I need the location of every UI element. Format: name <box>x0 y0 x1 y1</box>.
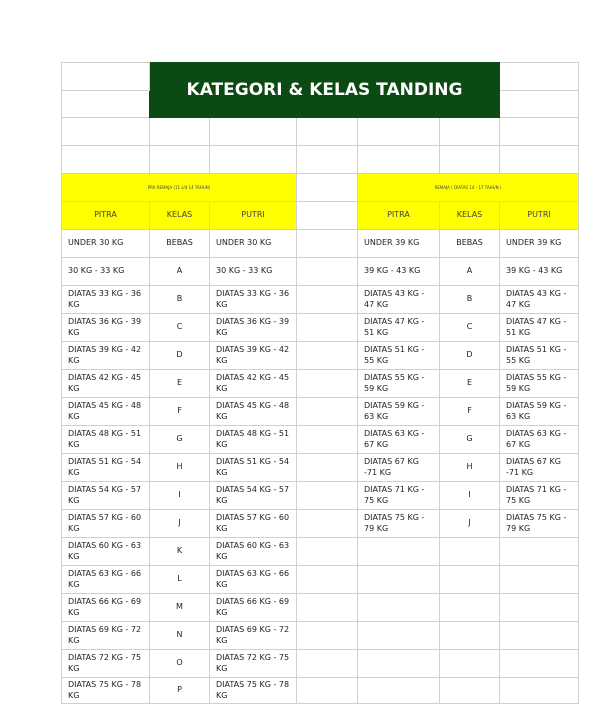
left-weight-cell[interactable]: DIATAS 45 KG - 48 KG <box>62 398 150 426</box>
right-kelas-cell[interactable]: G <box>440 426 500 454</box>
empty-cell[interactable] <box>297 146 358 174</box>
right-weight-cell[interactable]: DIATAS 67 KG -71 KG <box>358 454 440 482</box>
left-weight-cell[interactable]: DIATAS 48 KG - 51 KG <box>210 426 297 454</box>
empty-cell[interactable] <box>62 91 150 118</box>
right-weight-cell[interactable]: 39 KG - 43 KG <box>500 258 579 286</box>
empty-cell[interactable] <box>440 678 500 704</box>
empty-cell[interactable] <box>62 118 150 146</box>
empty-cell[interactable] <box>150 118 210 146</box>
left-kelas-cell[interactable]: P <box>150 678 210 704</box>
right-weight-cell[interactable]: DIATAS 67 KG -71 KG <box>500 454 579 482</box>
empty-cell[interactable] <box>297 398 358 426</box>
left-kelas-cell[interactable]: BEBAS <box>150 230 210 258</box>
left-weight-cell[interactable]: DIATAS 54 KG - 57 KG <box>210 482 297 510</box>
left-weight-cell[interactable]: DIATAS 33 KG - 36 KG <box>210 286 297 314</box>
left-weight-cell[interactable]: DIATAS 75 KG - 78 KG <box>62 678 150 704</box>
right-kelas-cell[interactable]: I <box>440 482 500 510</box>
left-kelas-cell[interactable]: A <box>150 258 210 286</box>
empty-cell[interactable] <box>500 622 579 650</box>
empty-cell[interactable] <box>440 118 500 146</box>
left-kelas-cell[interactable]: G <box>150 426 210 454</box>
empty-cell[interactable] <box>297 678 358 704</box>
left-weight-cell[interactable]: DIATAS 57 KG - 60 KG <box>210 510 297 538</box>
left-header-kelas[interactable]: KELAS <box>150 202 210 230</box>
right-kelas-cell[interactable]: D <box>440 342 500 370</box>
left-weight-cell[interactable]: UNDER 30 KG <box>62 230 150 258</box>
left-weight-cell[interactable]: DIATAS 39 KG - 42 KG <box>210 342 297 370</box>
left-weight-cell[interactable]: DIATAS 45 KG - 48 KG <box>210 398 297 426</box>
right-category-subtitle[interactable]: REMAJA ( DIATAS 14 - 17 TAHUN ) <box>358 174 579 202</box>
right-weight-cell[interactable]: DIATAS 47 KG - 51 KG <box>500 314 579 342</box>
right-kelas-cell[interactable]: F <box>440 398 500 426</box>
left-kelas-cell[interactable]: F <box>150 398 210 426</box>
empty-cell[interactable] <box>440 566 500 594</box>
left-weight-cell[interactable]: DIATAS 39 KG - 42 KG <box>62 342 150 370</box>
left-weight-cell[interactable]: DIATAS 33 KG - 36 KG <box>62 286 150 314</box>
left-kelas-cell[interactable]: E <box>150 370 210 398</box>
left-weight-cell[interactable]: DIATAS 63 KG - 66 KG <box>210 566 297 594</box>
left-kelas-cell[interactable]: C <box>150 314 210 342</box>
left-weight-cell[interactable]: DIATAS 54 KG - 57 KG <box>62 482 150 510</box>
left-weight-cell[interactable]: DIATAS 69 KG - 72 KG <box>62 622 150 650</box>
empty-cell[interactable] <box>358 622 440 650</box>
empty-cell[interactable] <box>297 454 358 482</box>
left-weight-cell[interactable]: DIATAS 66 KG - 69 KG <box>62 594 150 622</box>
left-weight-cell[interactable]: DIATAS 60 KG - 63 KG <box>62 538 150 566</box>
right-weight-cell[interactable]: DIATAS 51 KG - 55 KG <box>358 342 440 370</box>
left-weight-cell[interactable]: DIATAS 51 KG - 54 KG <box>210 454 297 482</box>
empty-cell[interactable] <box>500 91 579 118</box>
right-kelas-cell[interactable]: H <box>440 454 500 482</box>
right-weight-cell[interactable]: DIATAS 63 KG - 67 KG <box>358 426 440 454</box>
right-weight-cell[interactable]: DIATAS 63 KG - 67 KG <box>500 426 579 454</box>
left-header-pitra[interactable]: PITRA <box>62 202 150 230</box>
right-weight-cell[interactable]: DIATAS 71 KG - 75 KG <box>358 482 440 510</box>
empty-cell[interactable] <box>440 538 500 566</box>
empty-cell[interactable] <box>297 622 358 650</box>
empty-cell[interactable] <box>62 63 150 91</box>
left-weight-cell[interactable]: DIATAS 72 KG - 75 KG <box>210 650 297 678</box>
empty-cell[interactable] <box>440 594 500 622</box>
empty-cell[interactable] <box>297 426 358 454</box>
empty-cell[interactable] <box>297 342 358 370</box>
right-kelas-cell[interactable]: BEBAS <box>440 230 500 258</box>
empty-cell[interactable] <box>297 118 358 146</box>
empty-cell[interactable] <box>297 230 358 258</box>
right-kelas-cell[interactable]: B <box>440 286 500 314</box>
right-weight-cell[interactable]: DIATAS 55 KG - 59 KG <box>500 370 579 398</box>
left-category-subtitle[interactable]: PRA REMAJA (11 s/d 14 TAHUN) <box>62 174 297 202</box>
empty-cell[interactable] <box>297 538 358 566</box>
left-weight-cell[interactable]: UNDER 30 KG <box>210 230 297 258</box>
left-kelas-cell[interactable]: H <box>150 454 210 482</box>
empty-cell[interactable] <box>500 63 579 91</box>
empty-cell[interactable] <box>297 258 358 286</box>
empty-cell[interactable] <box>440 650 500 678</box>
left-weight-cell[interactable]: DIATAS 72 KG - 75 KG <box>62 650 150 678</box>
left-weight-cell[interactable]: DIATAS 48 KG - 51 KG <box>62 426 150 454</box>
right-weight-cell[interactable]: DIATAS 47 KG - 51 KG <box>358 314 440 342</box>
right-header-kelas[interactable]: KELAS <box>440 202 500 230</box>
right-weight-cell[interactable]: DIATAS 59 KG - 63 KG <box>358 398 440 426</box>
left-weight-cell[interactable]: DIATAS 42 KG - 45 KG <box>210 370 297 398</box>
right-kelas-cell[interactable]: A <box>440 258 500 286</box>
left-weight-cell[interactable]: DIATAS 75 KG - 78 KG <box>210 678 297 704</box>
empty-cell[interactable] <box>358 118 440 146</box>
empty-cell[interactable] <box>500 146 579 174</box>
empty-cell[interactable] <box>358 146 440 174</box>
right-header-putri[interactable]: PUTRI <box>500 202 579 230</box>
right-kelas-cell[interactable]: J <box>440 510 500 538</box>
left-weight-cell[interactable]: 30 KG - 33 KG <box>62 258 150 286</box>
empty-cell[interactable] <box>297 510 358 538</box>
left-weight-cell[interactable]: DIATAS 69 KG - 72 KG <box>210 622 297 650</box>
left-weight-cell[interactable]: 30 KG - 33 KG <box>210 258 297 286</box>
empty-cell[interactable] <box>500 678 579 704</box>
empty-cell[interactable] <box>210 146 297 174</box>
left-kelas-cell[interactable]: B <box>150 286 210 314</box>
empty-cell[interactable] <box>500 594 579 622</box>
left-kelas-cell[interactable]: K <box>150 538 210 566</box>
left-weight-cell[interactable]: DIATAS 66 KG - 69 KG <box>210 594 297 622</box>
left-kelas-cell[interactable]: N <box>150 622 210 650</box>
empty-cell[interactable] <box>210 118 297 146</box>
right-weight-cell[interactable]: DIATAS 75 KG - 79 KG <box>500 510 579 538</box>
left-kelas-cell[interactable]: L <box>150 566 210 594</box>
empty-cell[interactable] <box>297 286 358 314</box>
left-weight-cell[interactable]: DIATAS 36 KG - 39 KG <box>62 314 150 342</box>
right-weight-cell[interactable]: UNDER 39 KG <box>358 230 440 258</box>
empty-cell[interactable] <box>500 650 579 678</box>
right-weight-cell[interactable]: DIATAS 59 KG - 63 KG <box>500 398 579 426</box>
left-header-putri[interactable]: PUTRI <box>210 202 297 230</box>
left-kelas-cell[interactable]: O <box>150 650 210 678</box>
page-title[interactable]: KATEGORI & KELAS TANDING <box>150 63 500 118</box>
left-weight-cell[interactable]: DIATAS 63 KG - 66 KG <box>62 566 150 594</box>
empty-cell[interactable] <box>500 118 579 146</box>
empty-cell[interactable] <box>358 678 440 704</box>
empty-cell[interactable] <box>150 146 210 174</box>
empty-cell[interactable] <box>297 650 358 678</box>
empty-cell[interactable] <box>500 566 579 594</box>
empty-cell[interactable] <box>297 370 358 398</box>
left-weight-cell[interactable]: DIATAS 60 KG - 63 KG <box>210 538 297 566</box>
category-table <box>61 62 579 704</box>
empty-cell[interactable] <box>297 566 358 594</box>
left-weight-cell[interactable]: DIATAS 57 KG - 60 KG <box>62 510 150 538</box>
empty-cell[interactable] <box>297 482 358 510</box>
left-kelas-cell[interactable]: J <box>150 510 210 538</box>
right-weight-cell[interactable]: DIATAS 51 KG - 55 KG <box>500 342 579 370</box>
right-weight-cell[interactable]: 39 KG - 43 KG <box>358 258 440 286</box>
empty-cell[interactable] <box>358 566 440 594</box>
empty-cell[interactable] <box>358 594 440 622</box>
empty-cell[interactable] <box>62 146 150 174</box>
empty-cell[interactable] <box>440 146 500 174</box>
right-weight-cell[interactable]: DIATAS 43 KG - 47 KG <box>500 286 579 314</box>
right-weight-cell[interactable]: DIATAS 55 KG - 59 KG <box>358 370 440 398</box>
left-weight-cell[interactable]: DIATAS 36 KG - 39 KG <box>210 314 297 342</box>
spreadsheet <box>61 62 579 704</box>
right-weight-cell[interactable]: DIATAS 71 KG - 75 KG <box>500 482 579 510</box>
right-weight-cell[interactable]: DIATAS 43 KG - 47 KG <box>358 286 440 314</box>
right-kelas-cell[interactable]: E <box>440 370 500 398</box>
right-weight-cell[interactable]: DIATAS 75 KG - 79 KG <box>358 510 440 538</box>
empty-cell[interactable] <box>297 174 358 202</box>
empty-cell[interactable] <box>297 314 358 342</box>
left-kelas-cell[interactable]: I <box>150 482 210 510</box>
right-header-pitra[interactable]: PITRA <box>358 202 440 230</box>
empty-cell[interactable] <box>358 650 440 678</box>
right-kelas-cell[interactable]: C <box>440 314 500 342</box>
left-weight-cell[interactable]: DIATAS 51 KG - 54 KG <box>62 454 150 482</box>
empty-cell[interactable] <box>358 538 440 566</box>
left-kelas-cell[interactable]: M <box>150 594 210 622</box>
right-weight-cell[interactable]: UNDER 39 KG <box>500 230 579 258</box>
empty-cell[interactable] <box>297 594 358 622</box>
empty-cell[interactable] <box>500 538 579 566</box>
empty-cell[interactable] <box>297 202 358 230</box>
empty-cell[interactable] <box>440 622 500 650</box>
left-weight-cell[interactable]: DIATAS 42 KG - 45 KG <box>62 370 150 398</box>
left-kelas-cell[interactable]: D <box>150 342 210 370</box>
